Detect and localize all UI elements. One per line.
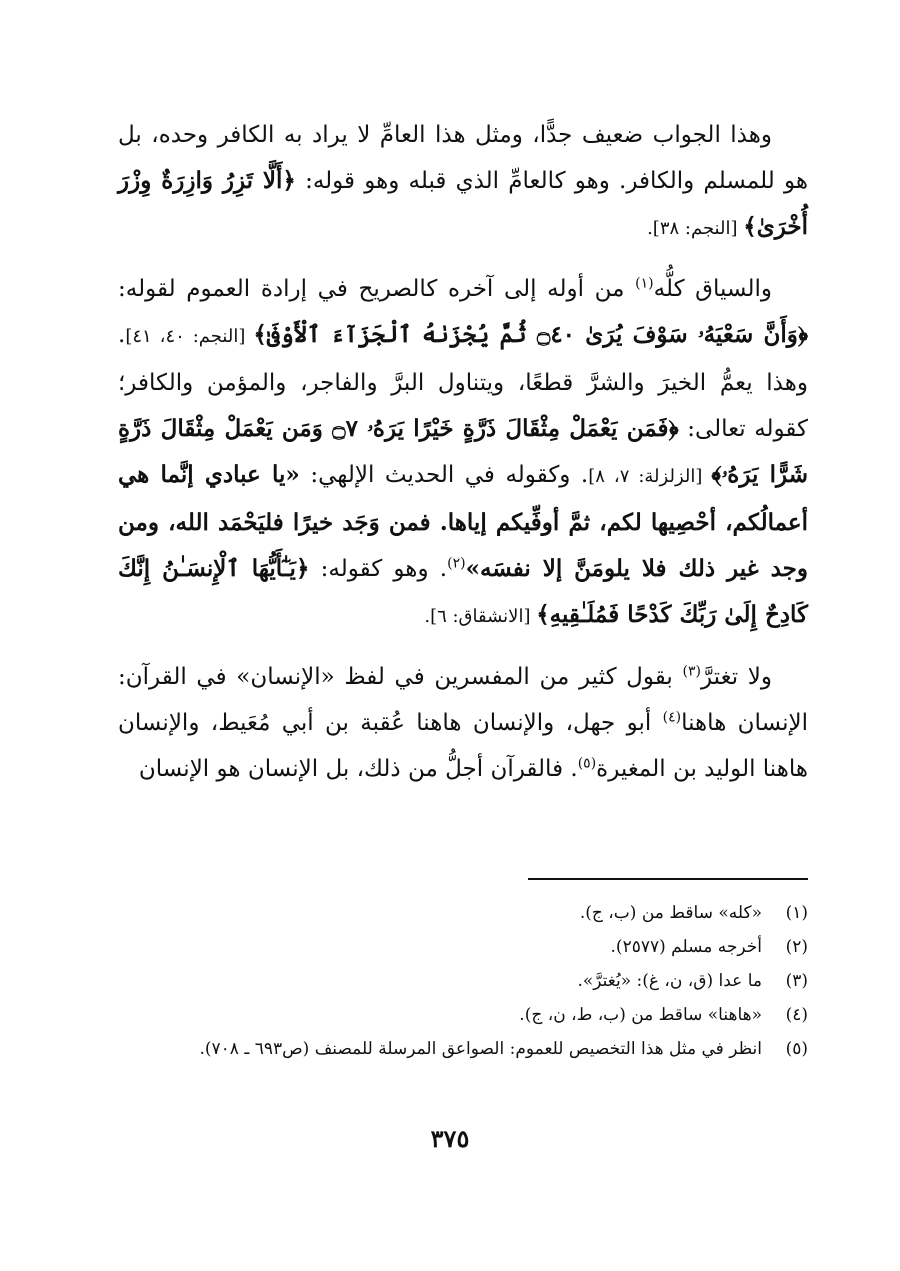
- footnote-text: ما عدا (ق، ن، غ): «يُغترَّ».: [577, 971, 762, 991]
- body-text: بقول كثير من المفسرين في لفظ «الإنسان» في القرآن: الإنسان هاهنا: [118, 664, 808, 736]
- body-text: . وكقوله في الحديث الإلهي:: [299, 462, 589, 488]
- footnote-item: [118, 930, 808, 964]
- quran-verse: ﴿أَلَّا تَزِرُ وَازِرَةٌ وِزْرَ أُخْرَىٰ﴾: [118, 167, 808, 240]
- hadith-quote: «يا عبادي إنَّما هي أعمالُكم، أحْصِيها لكم، ثمَّ أوفِّيكم إياها. فمن وَجَد خيرًا فليَحْمَد الله، ومن وجد غير ذلك فلا يلومَنَّ إلا نفسَه»: [118, 461, 808, 582]
- footnote-item: [118, 998, 808, 1032]
- footnote-item: [118, 964, 808, 998]
- verse-reference: [الزلزلة: ٧، ٨]: [588, 466, 712, 487]
- footnote-marker: (٤): [662, 709, 682, 726]
- body-text: أبو جهل، والإنسان هاهنا عُقبة بن أبي مُعَيط، والإنسان هاهنا الوليد بن المغيرة: [118, 710, 808, 782]
- footnote-rule: [528, 878, 808, 880]
- footnote-marker: (٣): [682, 663, 701, 680]
- body-text: وهذا الجواب ضعيف جدًّا، ومثل هذا العامِّ لا يراد به الكافر وحده، بل هو للمسلم والكافر. وهو كالعامِّ الذي قبله وهو قوله:: [118, 122, 808, 194]
- footnote-number: (٥): [785, 1039, 808, 1059]
- verse-reference: [الانشقاق: ٦].: [424, 606, 537, 627]
- footnote-item: [118, 1032, 808, 1066]
- footnote-number: (٢): [785, 937, 808, 957]
- quran-verse: ﴿يَـٰٓأَيُّهَا ٱلْإِنسَـٰنُ إِنَّكَ كَادِحٌ إِلَىٰ رَبِّكَ كَدْحًا فَمُلَـٰقِيهِ﴾: [118, 555, 808, 628]
- body-text: . وهذا يعمُّ الخيرَ والشرَّ قطعًا، ويتناول البرَّ والفاجر، والمؤمن والكافر؛ كقوله تعالى:: [118, 322, 808, 442]
- verse-reference: [النجم: ٣٨].: [647, 218, 744, 239]
- footnote-marker: (٥): [577, 755, 597, 772]
- paragraph: [118, 654, 808, 792]
- paragraph: [118, 266, 808, 640]
- footnotes: [118, 896, 808, 1066]
- footnote-text: «كله» ساقط من (ب، ج).: [579, 903, 762, 923]
- quran-verse: ﴿فَمَن يَعْمَلْ مِثْقَالَ ذَرَّةٍ خَيْرًا يَرَهُۥ ۝٧ وَمَن يَعْمَلْ مِثْقَالَ ذَرَّةٍ شَرًّا يَرَهُۥ﴾: [118, 415, 808, 488]
- paragraph: [118, 112, 808, 252]
- body-text: والسياق كلُّه: [653, 276, 772, 302]
- footnote-marker: (١): [635, 275, 654, 292]
- body-text: . فالقرآن أجلُّ من ذلك، بل الإنسان هو الإنسان: [138, 756, 578, 782]
- footnote-item: [118, 896, 808, 930]
- footnote-number: (٣): [785, 971, 808, 991]
- footnote-separator: [528, 878, 808, 880]
- page-body: [118, 112, 808, 806]
- body-text: . وهو كقوله:: [309, 556, 448, 582]
- footnote-text: أخرجه مسلم (٢٥٧٧).: [610, 937, 762, 957]
- verse-reference: [النجم: ٤٠، ٤١]: [125, 326, 254, 347]
- footnote-number: (١): [785, 903, 808, 923]
- footnote-number: (٤): [785, 1005, 808, 1025]
- footnote-text: انظر في مثل هذا التخصيص للعموم: الصواعق المرسلة للمصنف (ص٦٩٣ ـ ٧٠٨).: [199, 1039, 762, 1059]
- footnote-marker: (٢): [447, 555, 466, 572]
- main-text: [118, 112, 808, 792]
- body-text: من أوله إلى آخره كالصريح في إرادة العموم لقوله:: [118, 276, 636, 302]
- body-text: ولا تغترَّ: [700, 664, 772, 690]
- page-number: ٣٧٥: [430, 1124, 470, 1153]
- quran-verse: ﴿وَأَنَّ سَعْيَهُۥ سَوْفَ يُرَىٰ ۝٤٠ ثُمَّ يُجْزَىٰهُ ٱلْجَزَآءَ ٱلْأَوْفَىٰ﴾: [253, 321, 809, 348]
- footnote-text: «هاهنا» ساقط من (ب، ط، ن، ج).: [519, 1005, 762, 1025]
